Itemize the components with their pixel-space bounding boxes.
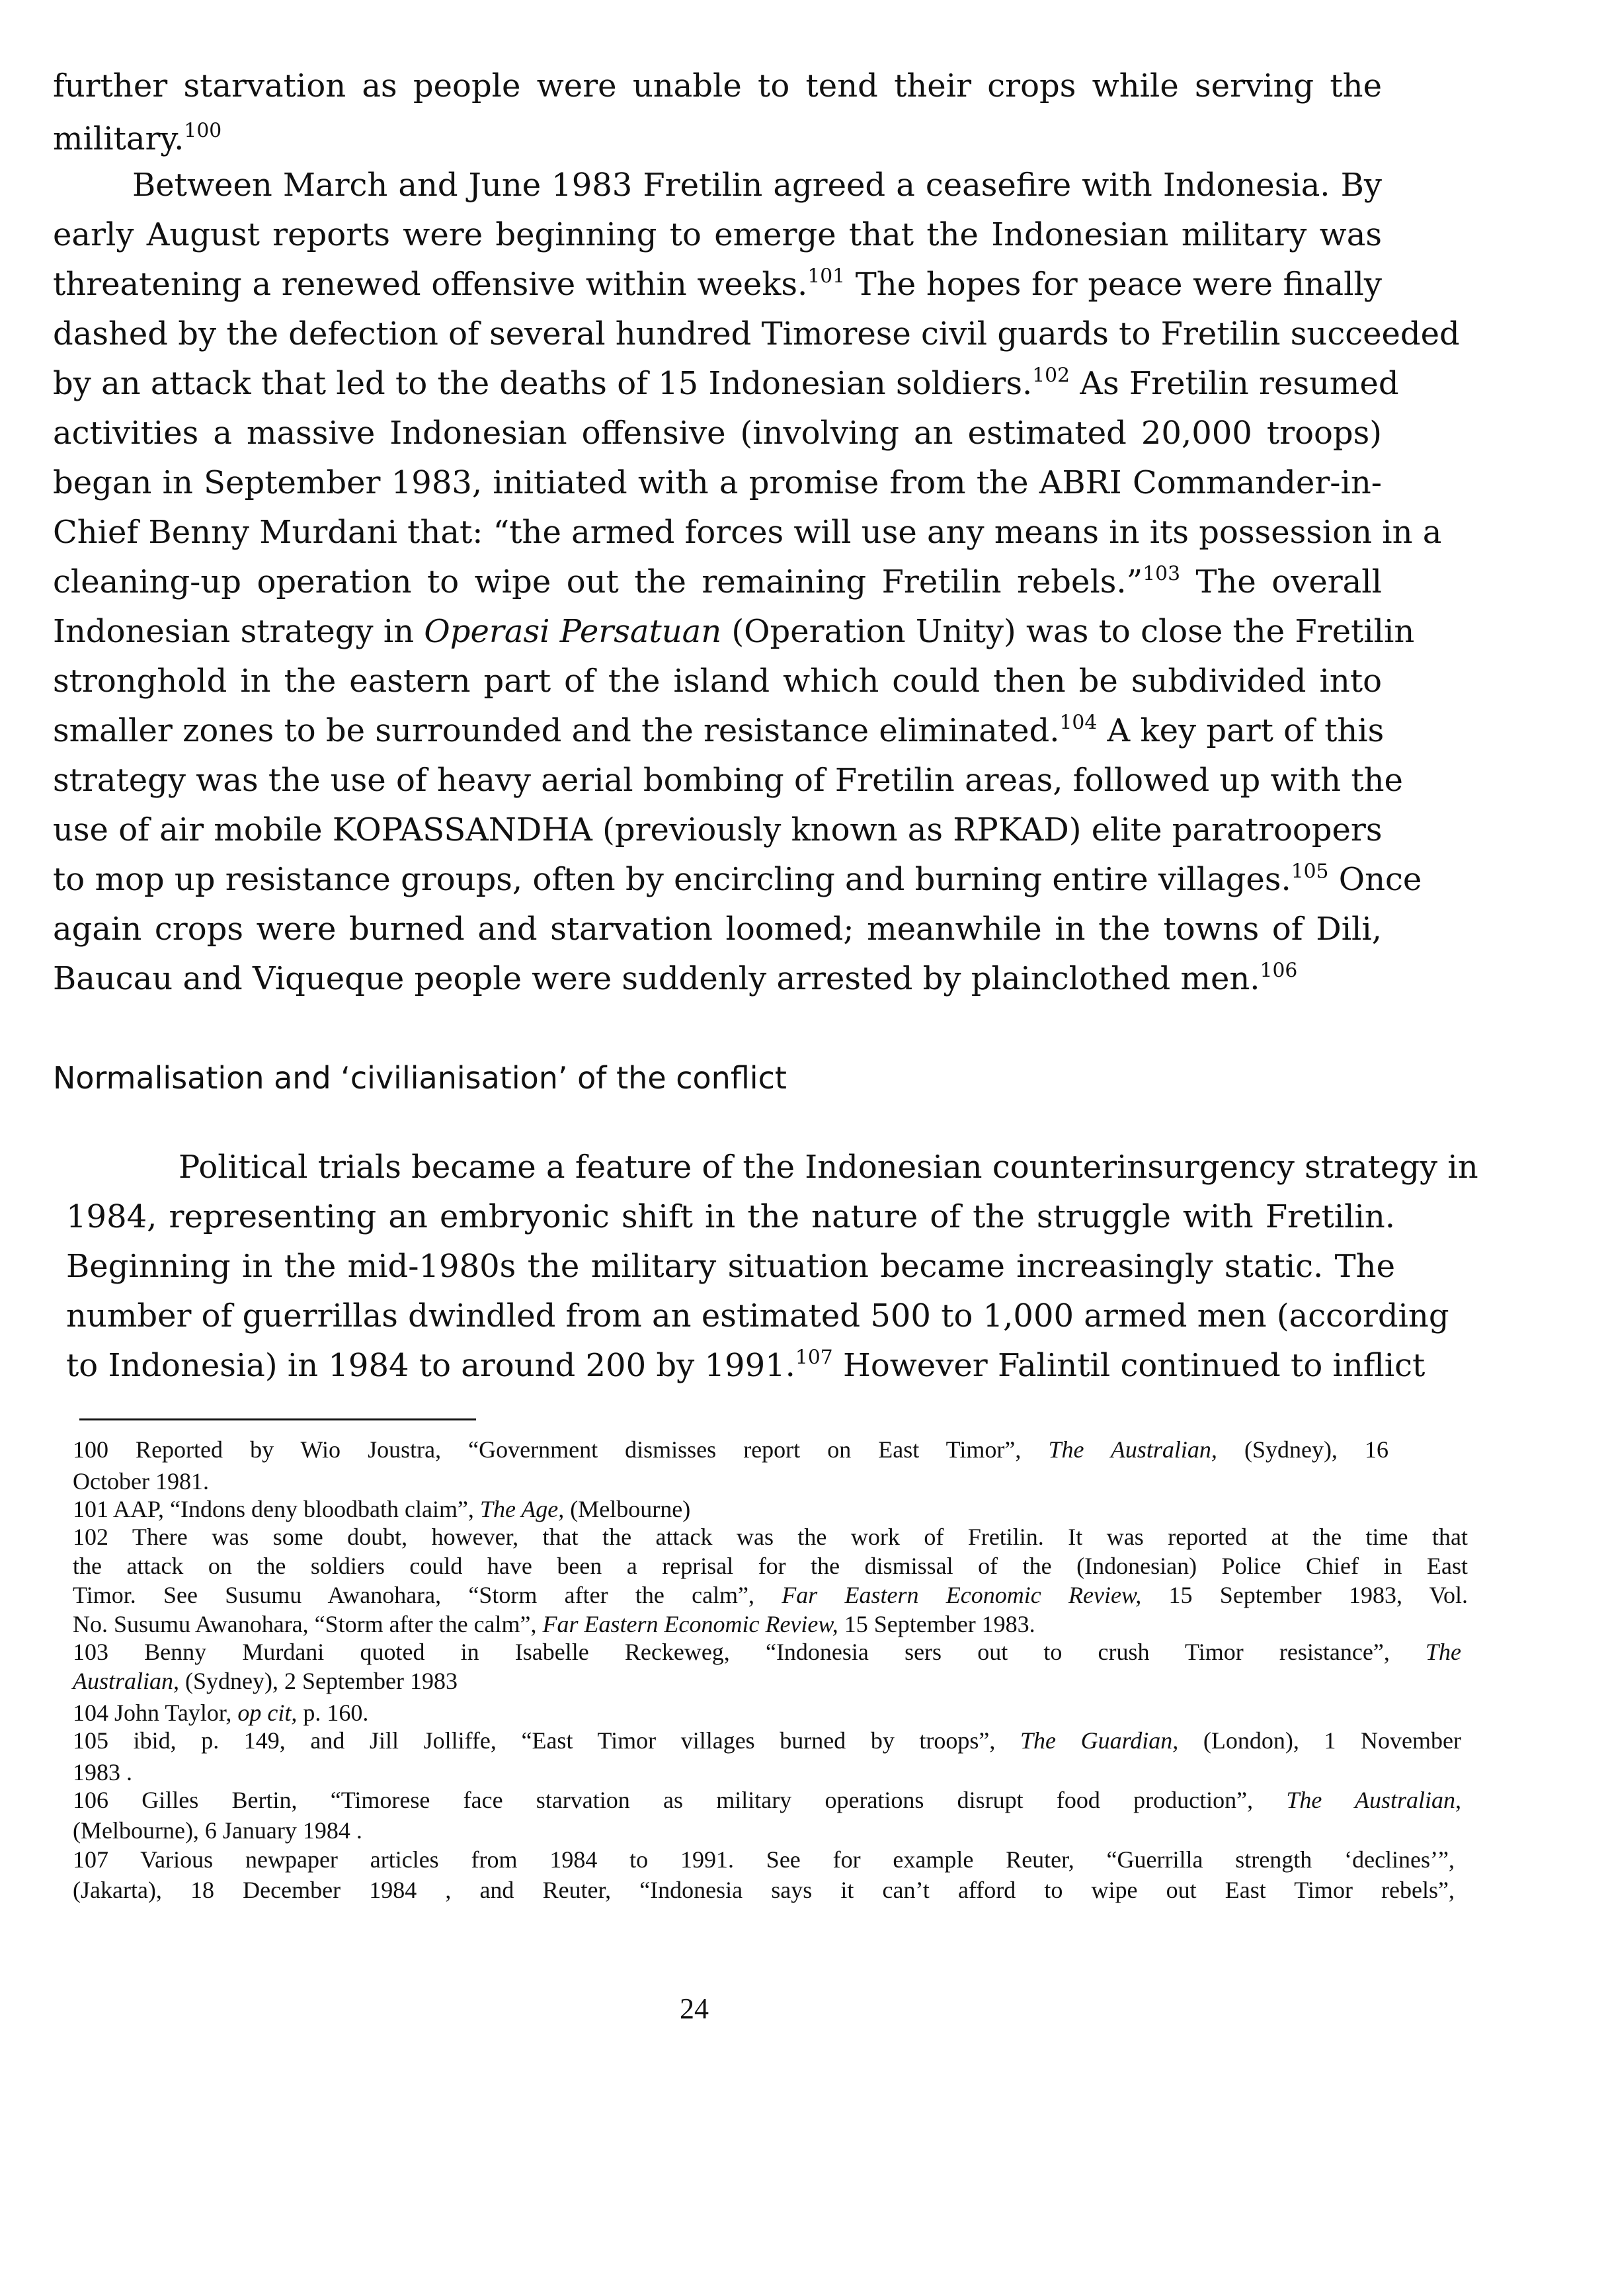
footnote-text: AAP, “Indons deny bloodbath claim”, [108, 1496, 480, 1522]
body-line [53, 119, 221, 159]
footnote-103 [73, 1637, 1461, 1666]
body-line [66, 1197, 1395, 1237]
footnote-104 [73, 1698, 368, 1727]
body-line [53, 760, 1403, 800]
body-line [53, 66, 1382, 106]
footnote-ref: 103 [1143, 562, 1181, 586]
body-line [66, 1346, 1426, 1385]
body-text: Beginning in the mid-1980s the military situation became increasingly static. The [66, 1248, 1395, 1285]
footnote-102-cont [73, 1551, 1468, 1580]
body-line [53, 265, 1382, 304]
footnote-100-cont [73, 1467, 209, 1496]
body-text: further starvation as people were unable to tend their crops while serving the [53, 67, 1382, 104]
body-line [53, 512, 1442, 552]
footnote-text: p. 160. [297, 1700, 369, 1726]
footnote-text: 15 September 1983. [838, 1611, 1035, 1637]
footnote-text: (Melbourne), 6 January 1984 . [73, 1817, 362, 1844]
footnote-italic: The Australian, [1286, 1787, 1461, 1813]
footnote-105-cont [73, 1758, 132, 1787]
footnote-106 [73, 1785, 1461, 1815]
footnote-italic: Far Eastern Economic Review, [782, 1582, 1142, 1608]
footnote-103-cont [73, 1666, 458, 1696]
body-line [53, 860, 1422, 899]
footnote-italic: The Australian, [1048, 1436, 1217, 1463]
footnote-ref: 105 [1291, 860, 1329, 883]
body-text: to Indonesia) in 1984 to around 200 by 1991. [66, 1347, 795, 1384]
footnote-ref: 101 [807, 265, 846, 288]
body-text: threatening a renewed offensive within weeks. [53, 266, 808, 303]
footnote-number: 100 [73, 1436, 108, 1463]
footnote-text: Reported by Wio Joustra, “Government dismisses report on East Timor”, [108, 1436, 1049, 1463]
body-italic-text: Operasi Persatuan [424, 613, 722, 650]
footnote-ref: 102 [1032, 364, 1070, 388]
body-line [179, 1147, 1478, 1187]
body-text: Chief Benny Murdani that: “the armed forces will use any means in its possession in a [53, 514, 1442, 551]
footnote-text: (Melbourne) [564, 1496, 691, 1522]
body-line [53, 959, 1297, 999]
body-text: Political trials became a feature of the Indonesian counterinsurgency strategy in [179, 1149, 1478, 1186]
body-text: again crops were burned and starvation loomed; meanwhile in the towns of Dili, [53, 911, 1382, 948]
body-line [53, 562, 1382, 602]
body-text: stronghold in the eastern part of the island which could then be subdivided into [53, 663, 1382, 700]
footnote-italic: The [1426, 1639, 1461, 1665]
footnote-italic: Far Eastern Economic Review, [542, 1611, 838, 1637]
body-line [53, 661, 1382, 701]
footnote-text: the attack on the soldiers could have been a reprisal for the dismissal of the (Indonesian) Police Chief in East [73, 1553, 1468, 1579]
footnote-text: (Sydney), 16 [1217, 1436, 1388, 1463]
body-text: strategy was the use of heavy aerial bombing of Fretilin areas, followed up with the [53, 762, 1403, 799]
footnote-number: 104 [73, 1700, 108, 1726]
body-line [53, 711, 1385, 751]
footnote-text: Gilles Bertin, “Timorese face starvation as military operations disrupt food production”, [108, 1787, 1287, 1813]
footnote-text: Benny Murdani quoted in Isabelle Reckeweg, “Indonesia sers out to crush Timor resistance”, [108, 1639, 1426, 1665]
footnote-number: 102 [73, 1524, 108, 1550]
body-text: A key part of this [1097, 712, 1385, 749]
footnote-number: 107 [73, 1846, 108, 1873]
footnote-106-cont [73, 1816, 362, 1845]
body-line [66, 1247, 1395, 1286]
footnote-text: (Jakarta), 18 December 1984 , and Reuter, “Indonesia says it can’t afford to wipe out East Timor rebels”, [73, 1877, 1455, 1903]
page-number: 24 [680, 1992, 709, 2025]
footnote-text: No. Susumu Awanohara, “Storm after the calm”, [73, 1611, 543, 1637]
body-text: activities a massive Indonesian offensive (involving an estimated 20,000 troops) [53, 415, 1382, 452]
footnote-text: (Sydney), 2 September 1983 [179, 1668, 458, 1694]
footnote-102-cont [73, 1610, 1035, 1639]
body-text: 1984, representing an embryonic shift in the nature of the struggle with Fretilin. [66, 1198, 1395, 1235]
body-line [53, 463, 1382, 503]
body-text: smaller zones to be surrounded and the resistance eliminated. [53, 712, 1060, 749]
body-line [53, 215, 1382, 255]
footnote-number: 106 [73, 1787, 108, 1813]
footnote-number: 103 [73, 1639, 108, 1665]
body-text: Indonesian strategy in [53, 613, 424, 650]
footnote-text: There was some doubt, however, that the attack was the work of Fretilin. It was reported at the time that [108, 1524, 1468, 1550]
footnote-italic: op cit, [237, 1700, 298, 1726]
footnote-text: 1983 . [73, 1759, 132, 1785]
footnote-italic: The Age, [479, 1496, 565, 1522]
body-text: The overall [1180, 563, 1382, 600]
body-line [66, 1296, 1449, 1336]
body-text: use of air mobile KOPASSANDHA (previously known as RPKAD) elite paratroopers [53, 811, 1383, 848]
footnote-100 [73, 1435, 1388, 1464]
body-line [53, 364, 1399, 403]
footnote-101 [73, 1495, 690, 1524]
footnote-107-cont [73, 1875, 1455, 1905]
body-text: Once [1328, 861, 1422, 898]
body-text: cleaning-up operation to wipe out the remaining Fretilin rebels.” [53, 563, 1143, 600]
footnote-102-cont [73, 1580, 1468, 1610]
body-text: number of guerrillas dwindled from an estimated 500 to 1,000 armed men (according [66, 1297, 1449, 1334]
body-text: Baucau and Viqueque people were suddenly arrested by plainclothed men. [53, 960, 1260, 997]
body-line [132, 165, 1382, 205]
footnote-italic: The Guardian, [1020, 1727, 1179, 1754]
footnote-separator [79, 1418, 476, 1420]
footnote-number: 101 [73, 1496, 108, 1522]
footnote-text: 15 September 1983, Vol. [1141, 1582, 1468, 1608]
footnote-105 [73, 1726, 1461, 1755]
footnote-number: 105 [73, 1727, 108, 1754]
footnote-text: ibid, p. 149, and Jill Jolliffe, “East Timor villages burned by troops”, [108, 1727, 1021, 1754]
footnote-text: (London), 1 November [1178, 1727, 1461, 1754]
body-text: to mop up resistance groups, often by encircling and burning entire villages. [53, 861, 1291, 898]
body-text: by an attack that led to the deaths of 15 Indonesian soldiers. [53, 365, 1033, 402]
footnote-ref: 106 [1260, 959, 1298, 983]
footnote-107 [73, 1845, 1455, 1874]
body-text: However Falintil continued to inflict [832, 1347, 1426, 1384]
footnote-ref: 100 [184, 119, 222, 143]
body-line [53, 612, 1415, 651]
footnote-102 [73, 1522, 1468, 1551]
footnote-text: Timor. See Susumu Awanohara, “Storm after the calm”, [73, 1582, 782, 1608]
body-text: The hopes for peace were finally [845, 266, 1382, 303]
body-text: As Fretilin resumed [1070, 365, 1399, 402]
footnote-text: Various newpaper articles from 1984 to 1991. See for example Reuter, “Guerrilla strength ‘declines’”, [108, 1846, 1455, 1873]
section-heading: Normalisation and ‘civilianisation’ of the conflict [53, 1060, 787, 1096]
body-text: began in September 1983, initiated with a promise from the ABRI Commander-in- [53, 464, 1382, 501]
body-text: early August reports were beginning to emerge that the Indonesian military was [53, 216, 1382, 253]
body-text: Between March and June 1983 Fretilin agreed a ceasefire with Indonesia. By [132, 167, 1382, 204]
body-text: military. [53, 120, 184, 157]
body-text: (Operation Unity) was to close the Fretilin [721, 613, 1415, 650]
footnote-text: October 1981. [73, 1468, 209, 1495]
footnote-ref: 104 [1059, 711, 1098, 735]
footnote-italic: Australian, [73, 1668, 180, 1694]
body-line [53, 909, 1382, 949]
body-line [53, 314, 1460, 354]
footnote-ref: 107 [795, 1346, 833, 1370]
body-line [53, 413, 1382, 453]
body-text: dashed by the defection of several hundred Timorese civil guards to Fretilin succeeded [53, 315, 1460, 352]
body-line [53, 810, 1382, 850]
footnote-text: John Taylor, [108, 1700, 238, 1726]
